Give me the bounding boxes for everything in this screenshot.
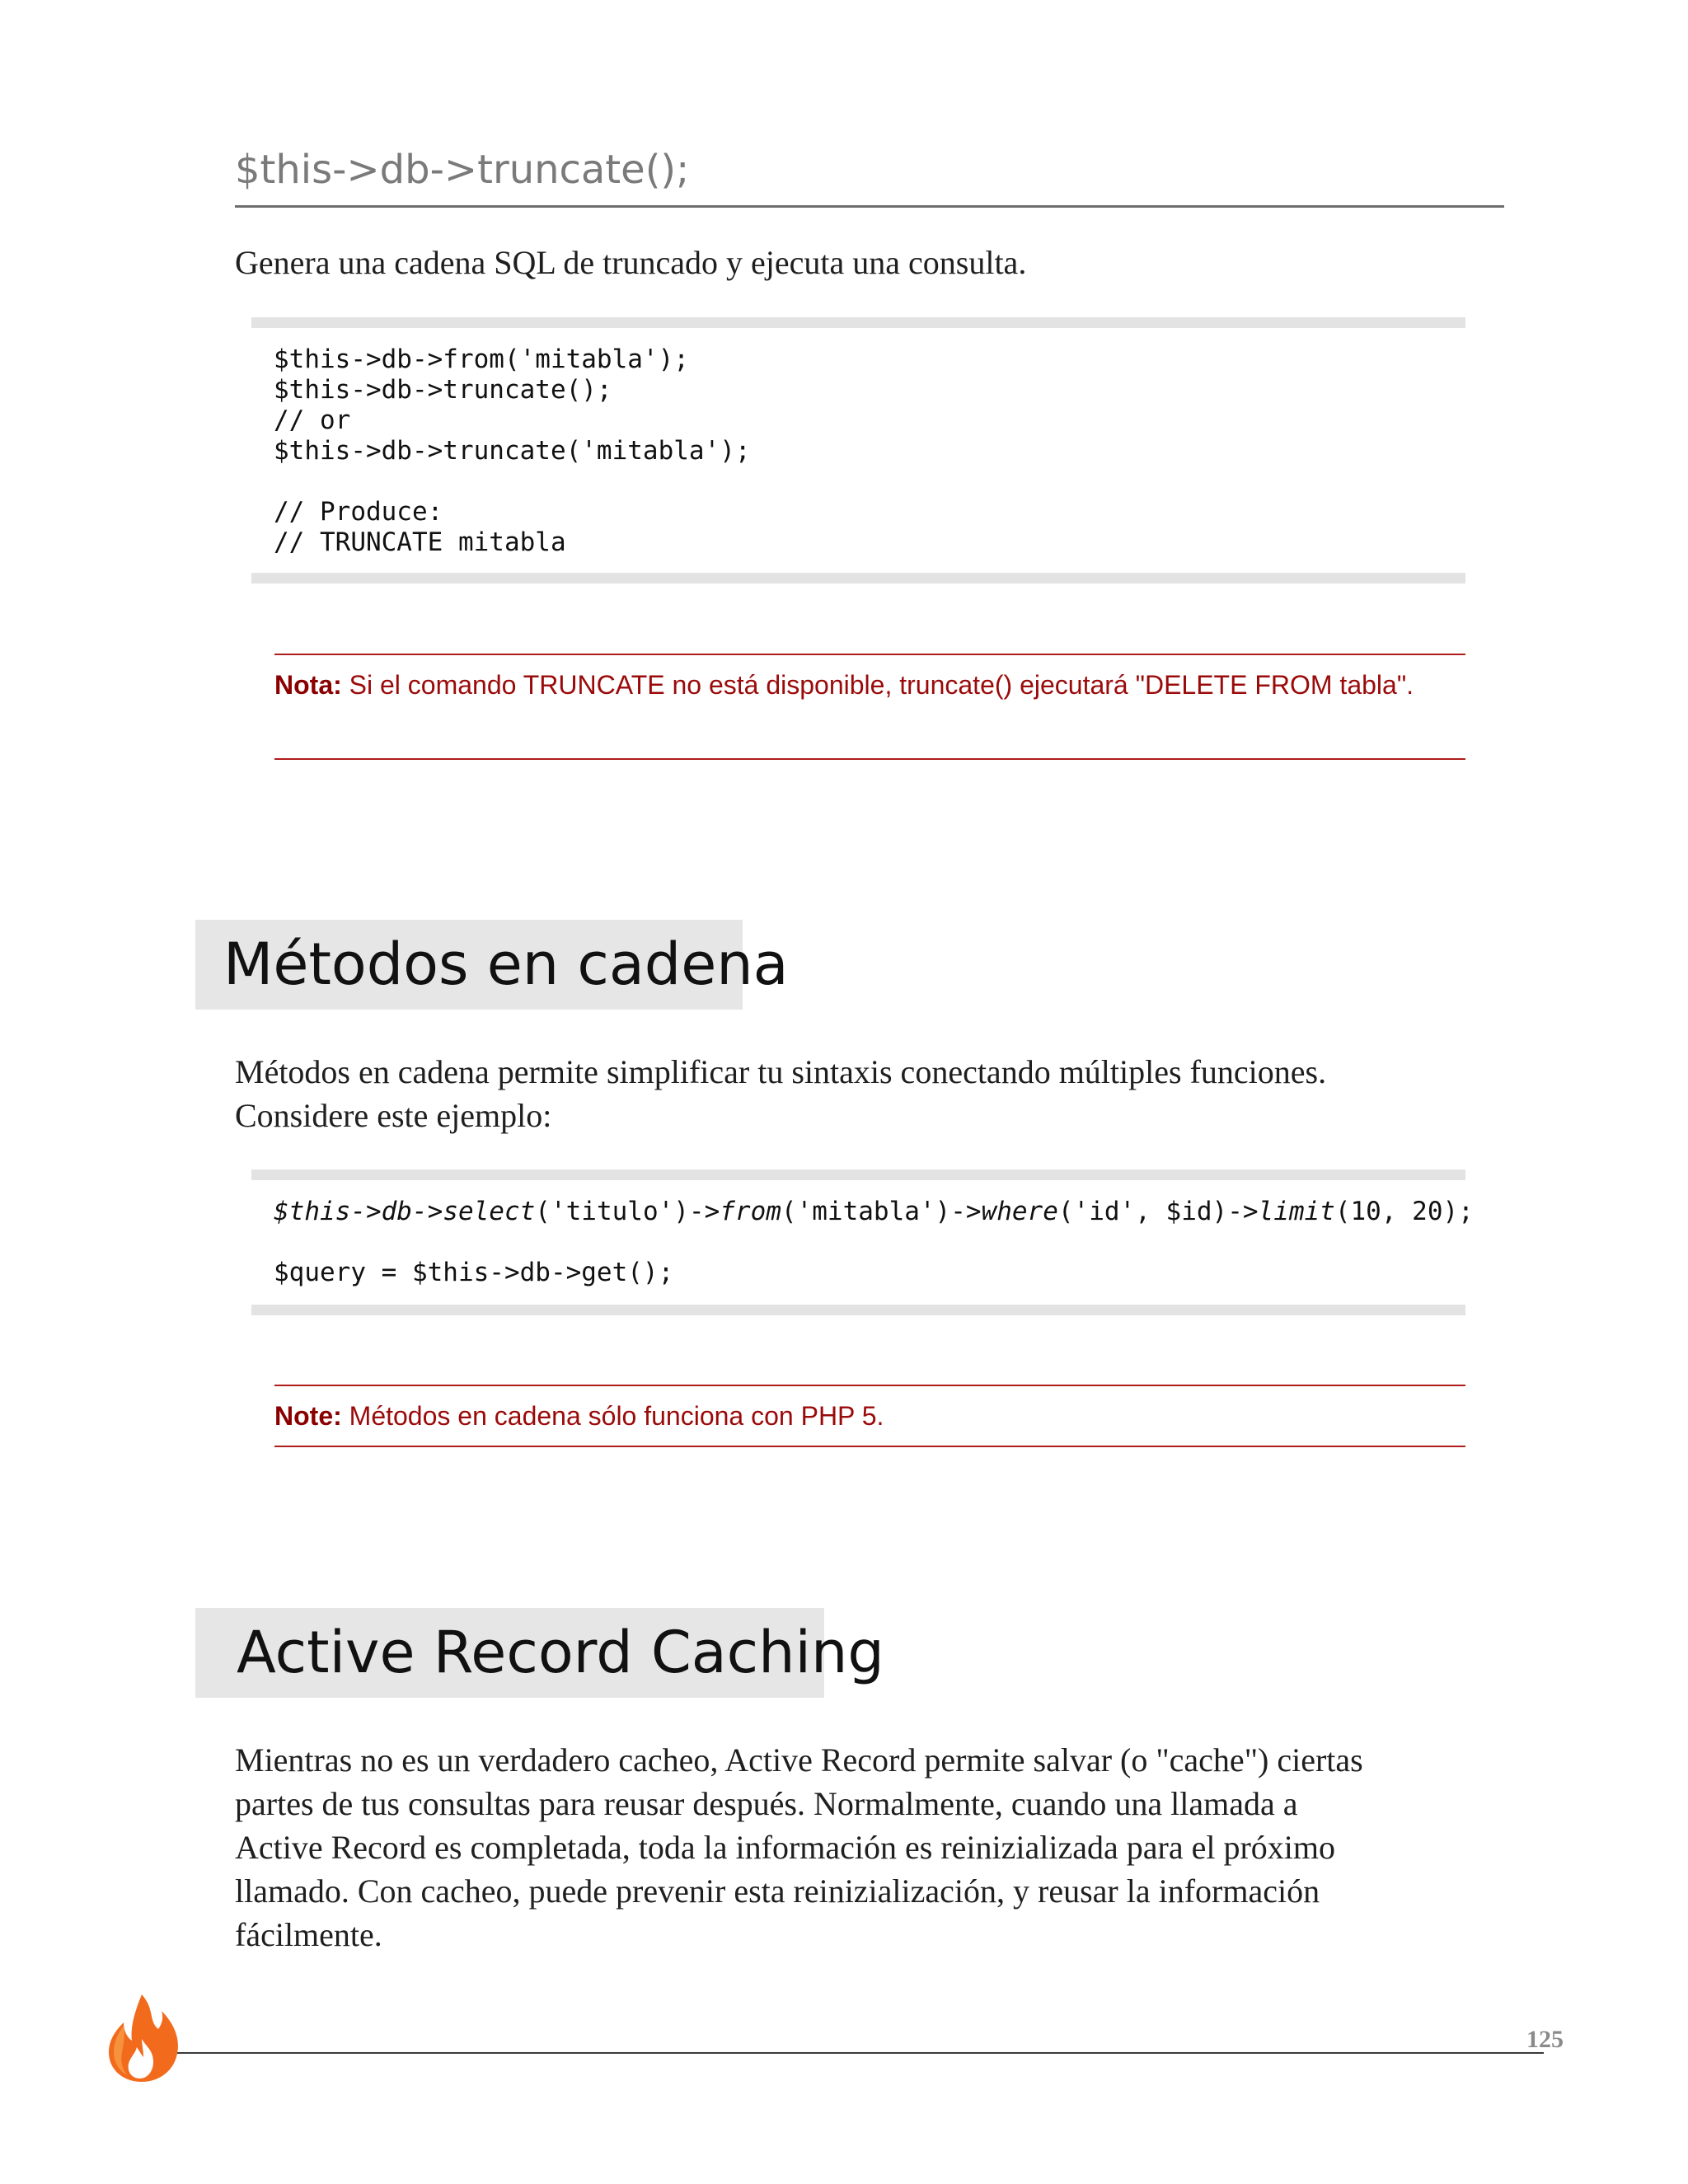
paragraph-line: Considere este ejemplo: <box>235 1097 552 1134</box>
code-token: (10, 20); <box>1334 1197 1474 1226</box>
note-label: Nota: <box>274 670 342 700</box>
note-text: Métodos en cadena sólo funciona con PHP 5. <box>341 1401 884 1431</box>
code-token: where <box>981 1197 1058 1226</box>
code-token: select <box>443 1197 536 1226</box>
page-number: 125 <box>1526 2026 1564 2053</box>
caching-paragraph <box>235 1738 1508 1957</box>
codeigniter-flame-icon <box>106 1993 181 2083</box>
truncate-note <box>274 654 1465 760</box>
section-heading-band <box>195 1608 884 1698</box>
code-line: $this->db->truncate('mitabla'); <box>274 436 751 466</box>
chaining-paragraph <box>235 1050 1508 1137</box>
chaining-note <box>274 1385 1465 1447</box>
code-token: ('id', $id)-> <box>1057 1197 1259 1226</box>
code-token: ('titulo')-> <box>535 1197 720 1226</box>
paragraph-line: llamado. Con cacheo, puede prevenir esta reinizialización, y reusar la información <box>235 1872 1320 1910</box>
subsection-heading: $this->db->truncate(); <box>235 147 690 193</box>
paragraph-line: Métodos en cadena permite simplificar tu sintaxis conectando múltiples funciones. <box>235 1053 1327 1090</box>
note-text: Si el comando TRUNCATE no está disponible, truncate() ejecutará "DELETE FROM tabla". <box>341 670 1414 700</box>
truncate-description <box>235 241 1508 284</box>
section-title: Active Record Caching <box>237 1619 884 1686</box>
section-heading-band <box>195 920 789 1010</box>
code-line: // or <box>274 405 351 435</box>
paragraph-line: Mientras no es un verdadero cacheo, Active Record permite salvar (o "cache") ciertas <box>235 1741 1363 1779</box>
code-line: // TRUNCATE mitabla <box>274 527 566 557</box>
code-line <box>251 466 1465 497</box>
code-line <box>251 1197 1474 1227</box>
heading-divider <box>235 205 1504 208</box>
truncate-code-block <box>251 317 1465 583</box>
paragraph-line: partes de tus consultas para reusar después. Normalmente, cuando una llamada a <box>235 1785 1298 1822</box>
code-line: // Produce: <box>274 497 443 527</box>
code-token: from <box>720 1197 781 1226</box>
code-line <box>251 1227 1465 1258</box>
section-title: Métodos en cadena <box>223 930 789 998</box>
note-label: Note: <box>274 1401 342 1431</box>
chaining-code-block <box>251 1169 1474 1315</box>
footer-rule <box>144 2052 1544 2054</box>
paragraph-line: Active Record es completada, toda la información es reinizializada para el próximo <box>235 1829 1335 1866</box>
code-token: ('mitabla')-> <box>781 1197 982 1226</box>
code-token: $this->db-> <box>274 1197 443 1226</box>
code-line: $this->db->from('mitabla'); <box>274 344 689 374</box>
code-token: limit <box>1258 1197 1335 1226</box>
paragraph-line: fácilmente. <box>235 1916 382 1953</box>
code-line: $query = $this->db->get(); <box>274 1258 674 1287</box>
truncate-description-text: Genera una cadena SQL de truncado y ejecuta una consulta. <box>235 244 1027 281</box>
code-line: $this->db->truncate(); <box>274 375 612 405</box>
